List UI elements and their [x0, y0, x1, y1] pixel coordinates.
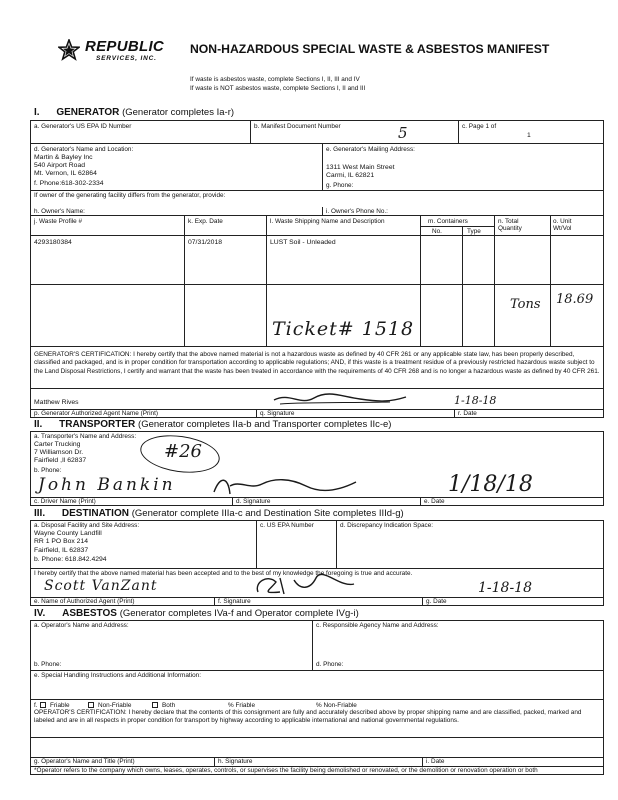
friable-label: Friable: [50, 702, 70, 709]
operator-footnote: *Operator refers to the company which owns, leases, operates, controls, or supervises the facility being demolished or renovated, or the demolition or renovation operation or both: [34, 767, 538, 774]
section-number: III.: [34, 508, 46, 519]
generator-signature[interactable]: [270, 390, 410, 410]
mailing-street[interactable]: 1311 West Main Street: [326, 164, 395, 171]
destination-agent-print[interactable]: Scott VanZant: [44, 578, 158, 594]
section-number: IV.: [34, 608, 46, 619]
friable-checkbox[interactable]: [40, 702, 46, 708]
generator-street[interactable]: 540 Airport Road: [34, 162, 86, 169]
disposal-facility-phone[interactable]: b. Phone: 618.842.4294: [34, 556, 107, 563]
waste-profile-number[interactable]: 4293180384: [34, 239, 72, 246]
percent-friable-label: % Friable: [228, 702, 255, 709]
generator-date-label: r. Date: [458, 410, 477, 417]
instruction-asbestos: If waste is asbestos waste, complete Sections I, II, III and IV: [190, 76, 360, 83]
section-subtitle: (Generator completes IVa-f and Operator complete IVg-i): [119, 608, 359, 619]
republic-logo: [58, 36, 188, 66]
generator-signature-label: q. Signature: [260, 410, 295, 417]
owner-phone-label: i. Owner's Phone No.:: [326, 208, 388, 215]
transporter-street[interactable]: 7 Williamson Dr.: [34, 449, 84, 456]
operator-name-title-label: g. Operator's Name and Title (Print): [34, 758, 135, 765]
generator-name[interactable]: Martin & Bayley Inc: [34, 154, 93, 161]
transporter-name-label: a. Transporter's Name and Address:: [34, 433, 137, 440]
page-total: 1: [527, 132, 531, 139]
section-number: II.: [34, 419, 43, 430]
col-containers: m. Containers: [428, 218, 468, 225]
destination-agent-label: e. Name of Authorized Agent (Print): [34, 598, 135, 605]
discrepancy-label: d. Discrepancy Indication Space:: [340, 522, 434, 529]
col-containers-no: No.: [432, 228, 442, 235]
transporter-city[interactable]: Fairfield ,Il 62837: [34, 457, 87, 464]
col-shipping-name: l. Waste Shipping Name and Description: [270, 218, 385, 225]
driver-signature-label: d. Signature: [236, 498, 271, 505]
generator-agent-label: p. Generator Authorized Agent Name (Print): [34, 410, 158, 417]
agency-phone-label: d. Phone:: [316, 661, 344, 668]
col-unit: o. Unit Wt/Vol: [553, 218, 572, 232]
section-transporter-heading: [34, 419, 391, 430]
operator-signature-label: h. Signature: [218, 758, 253, 765]
waste-exp-date[interactable]: 07/31/2018: [188, 239, 223, 246]
hand-tons: Tons: [510, 297, 541, 312]
section-generator-heading: [34, 107, 234, 118]
percent-non-friable-label: % Non-Friable: [316, 702, 357, 709]
manifest-number-label: b. Manifest Document Number: [254, 123, 341, 130]
operator-phone-label: b. Phone:: [34, 661, 62, 668]
driver-date-label: e. Date: [424, 498, 445, 505]
operator-name-label: a. Operator's Name and Address:: [34, 622, 129, 629]
col-exp-date: k. Exp. Date: [188, 218, 223, 225]
destination-signature[interactable]: [250, 570, 360, 598]
brand-subtitle: SERVICES, INC.: [96, 55, 157, 62]
page-label: c. Page 1 of: [462, 123, 497, 130]
transporter-phone-label: b. Phone:: [34, 467, 62, 474]
destination-date-label: g. Date: [426, 598, 447, 605]
waste-description[interactable]: LUST Soil - Unleaded: [270, 239, 336, 246]
col-containers-type: Type: [467, 228, 481, 235]
generator-certification: GENERATOR'S CERTIFICATION: I hereby certify that the above named material is not a hazardous waste as defined by 40 CFR 261 or any applicable state law, has been properly described, classified and packaged, and is in proper condition for transportation according to applicable regulations; AND, if this waste is a treatment residue of a previously restricted hazardous waste subject to the Land Disposal Restrictions, I certify and warrant that the waste has been treated in accordance with the requirements of 40 CFR 268 and is no longer a hazardous waste as defined by 40 CFR 261.: [34, 351, 600, 375]
disposal-facility-name[interactable]: Wayne County Landfill: [34, 530, 102, 537]
driver-signature[interactable]: [210, 474, 360, 498]
generator-phone[interactable]: f. Phone:618-302-2334: [34, 180, 104, 187]
section-subtitle: (Generator completes Ia-r): [122, 107, 235, 118]
section-asbestos-heading: [34, 608, 359, 619]
destination-sign-date[interactable]: 1-18-18: [478, 580, 532, 596]
driver-name-label: c. Driver Name (Print): [34, 498, 96, 505]
section-title: ASBESTOS: [62, 608, 117, 619]
generator-city[interactable]: Mt. Vernon, IL 62864: [34, 170, 97, 177]
destination-signature-label: f. Signature: [218, 598, 251, 605]
section-subtitle: (Generator complete IIIa-c and Destination Site completes IIId-g): [131, 508, 404, 519]
generator-sign-date[interactable]: 1-18-18: [454, 394, 497, 407]
driver-sign-date[interactable]: 1/18/18: [448, 472, 533, 497]
hand-quantity: 18.69: [556, 292, 594, 307]
section-number: I.: [34, 107, 40, 118]
instruction-non-asbestos: If waste is NOT asbestos waste, complete Sections I, II and III: [190, 85, 366, 92]
destination-certification: I hereby certify that the above named material has been accepted and to the best of my knowledge the foregoing is true and accurate.: [34, 570, 413, 577]
brand-name: REPUBLIC: [85, 38, 165, 55]
manifest-number-value[interactable]: 5: [398, 124, 408, 142]
us-epa-number-label: c. US EPA Number: [260, 522, 314, 529]
disposal-facility-label: a. Disposal Facility and Site Address:: [34, 522, 140, 529]
generator-name-label: d. Generator's Name and Location:: [34, 146, 134, 153]
non-friable-label: Non-Friable: [98, 702, 132, 709]
owner-name-label: h. Owner's Name:: [34, 208, 85, 215]
non-friable-checkbox[interactable]: [88, 702, 94, 708]
operator-date-label: i. Date: [426, 758, 445, 765]
asbestos-block: [30, 620, 604, 775]
epa-id-field[interactable]: [34, 131, 246, 141]
special-handling-label: e. Special Handling Instructions and Additional Information:: [34, 672, 201, 679]
mailing-phone-label: g. Phone:: [326, 182, 354, 189]
mailing-address-label: e. Generator's Mailing Address:: [326, 146, 415, 153]
col-waste-profile: j. Waste Profile #: [34, 218, 83, 225]
republic-star-icon: [58, 39, 80, 61]
hand-truck-number: #26: [164, 441, 202, 462]
owner-note: If owner of the generating facility differs from the generator, provide:: [34, 192, 226, 199]
responsible-agency-label: c. Responsible Agency Name and Address:: [316, 622, 439, 629]
section-title: GENERATOR: [56, 107, 120, 118]
disposal-facility-street[interactable]: RR 1 PO Box 214: [34, 538, 89, 545]
hand-ticket-number: Ticket# 1518: [272, 318, 415, 340]
col-total-quantity: n. Total Quantity: [498, 218, 522, 232]
both-checkbox[interactable]: [152, 702, 158, 708]
section-subtitle: (Generator completes IIa-b and Transporter completes IIc-e): [138, 419, 392, 430]
section-title: TRANSPORTER: [59, 419, 136, 430]
epa-id-label: a. Generator's US EPA ID Number: [34, 123, 132, 130]
friable-row-label: f.: [34, 702, 38, 709]
operator-certification: OPERATOR'S CERTIFICATION: I hereby declare that the contents of this consignment are fully and accurately described above by proper shipping name and are classified, packed, marked and labeled and are in all respects in proper condition for transport by highway according to applicable international and national governmental regulations.: [34, 709, 582, 725]
transporter-name[interactable]: Carter Trucking: [34, 441, 81, 448]
generator-agent-name[interactable]: Matthew Rives: [34, 399, 79, 406]
form-title: NON-HAZARDOUS SPECIAL WASTE & ASBESTOS MANIFEST: [190, 42, 550, 56]
mailing-city[interactable]: Carmi, IL 62821: [326, 172, 375, 179]
driver-name-print[interactable]: John Bankin: [38, 475, 176, 495]
disposal-facility-city[interactable]: Fairfield, IL 62837: [34, 547, 89, 554]
section-destination-heading: [34, 508, 404, 519]
section-title: DESTINATION: [61, 508, 129, 519]
both-label: Both: [162, 702, 176, 709]
